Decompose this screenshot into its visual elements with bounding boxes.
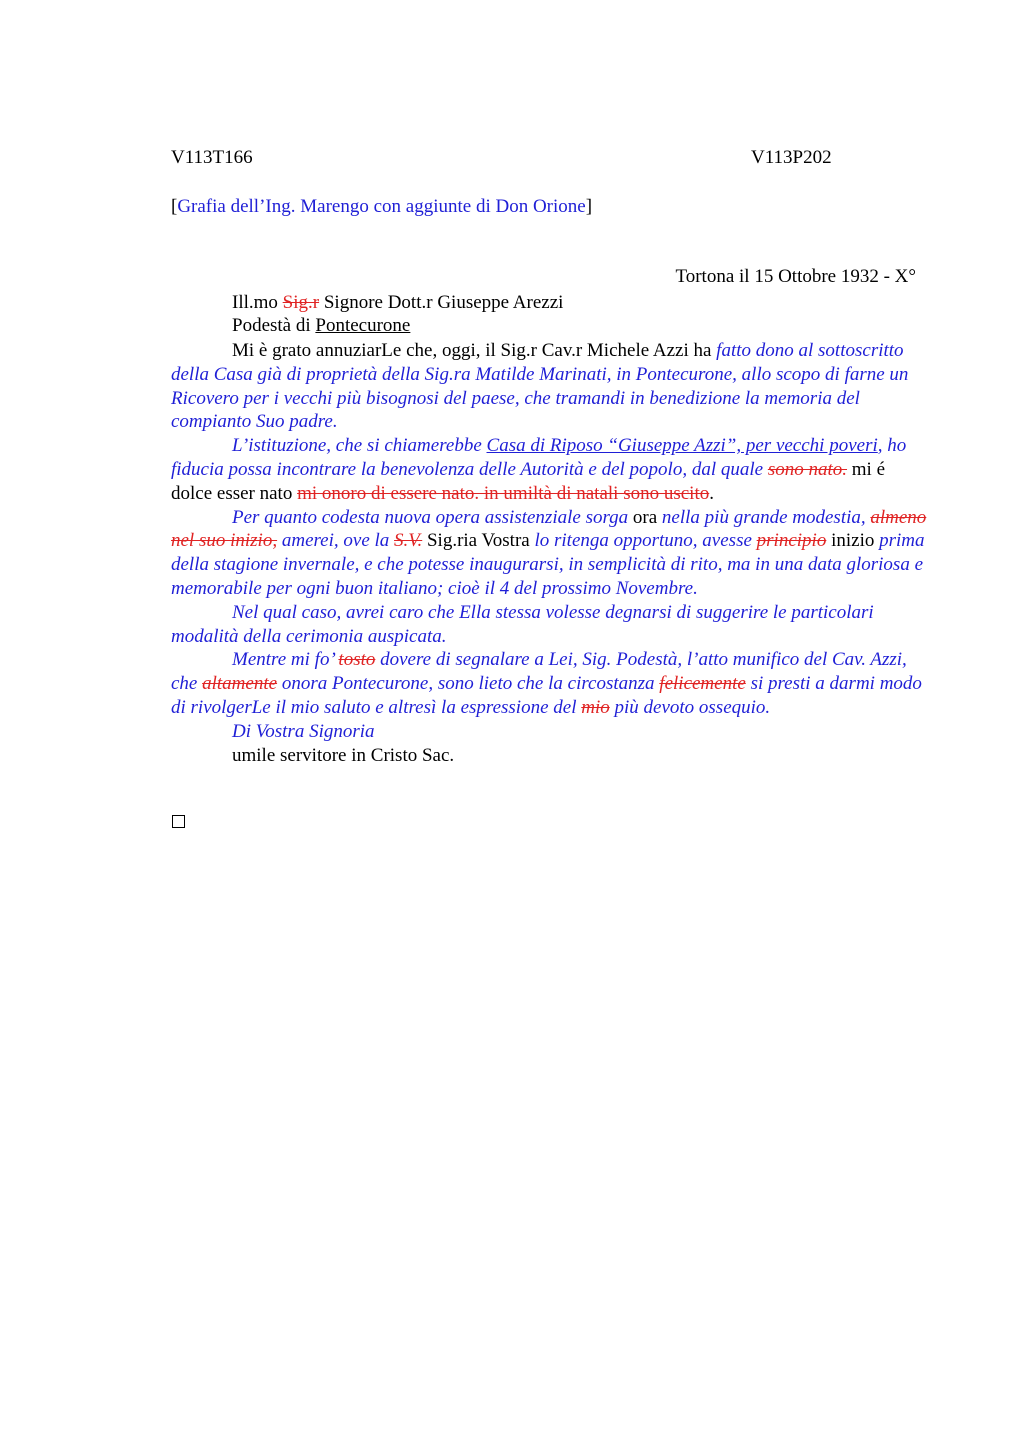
deleted-text: sono nato. [767,458,848,480]
deleted-text: almeno nel suo inizio, [171,506,927,552]
deleted-text: altamente [202,673,278,695]
handwriting-note-text: Grafia dell’Ing. Marengo con aggiunte di Don Orione [177,196,586,217]
underlined-town: Pontecurone [315,315,411,336]
address-line-1: Ill.mo Sig.r Signore Dott.r Giuseppe Arezzi [232,292,564,313]
deleted-text: mi onoro di essere nato. in umiltà di natali sono uscito [297,482,710,504]
paragraph-3: Per quanto codesta nuova opera assistenziale sorga ora nella più grande modestia, almeno nel suo inizio, amerei, ove la S.V. Sig.ria Vostra lo ritenga opportuno, avesse principio inizio prima della stagione invernale, e che potesse inaugurarsi, in semplicità di rito, ma in una data gloriosa e memorabile per ogni buon italiano; cioè il 4 del prossimo Novembre. [171,506,927,599]
empty-checkbox-icon [172,815,185,828]
underlined-institution-name: Casa di Riposo “Giuseppe Azzi”, per vecchi poveri [486,435,878,457]
handwriting-note [171,195,592,219]
letter-date: Tortona il 15 Ottobre 1932 - X° [675,266,916,287]
deleted-text: Sig.r [282,292,320,313]
deleted-text: S.V. [394,530,423,552]
address-line-2: Podestà di Pontecurone [232,315,411,336]
closing-salutation: Di Vostra Signoria [232,720,375,742]
deleted-text: mio [581,696,610,718]
paragraph-2: L’istituzione, che si chiamerebbe Casa di Riposo “Giuseppe Azzi”, per vecchi poveri, ho fiducia possa incontrare la benevolenza delle Autorità e del popolo, dal quale sono nato. mi é dolce esser nato mi onoro di essere nato. in umiltà di natali sono uscito. [171,435,907,504]
closing-signature: umile servitore in Cristo Sac. [232,744,455,766]
paragraph-1: Mi è grato annuziarLe che, oggi, il Sig.r Cav.r Michele Azzi ha fatto dono al sottoscritto della Casa già di proprietà della Sig.ra Matilde Marinati, in Pontecurone, allo scopo di farne un Ricovero per i vecchi più bisognosi del paese, che tramandi in benedizione la memoria del compianto Suo padre. [171,340,909,433]
paragraph-5: Mentre mi fo’ tosto dovere di segnalare a Lei, Sig. Podestà, l’atto munifico del Cav. Azzi, che altamente onora Pontecurone, sono lieto che la circostanza felicemente si presti a darmi modo di rivolgerLe il mio saluto e altresì la espressione del mio più devoto ossequio. [171,649,922,718]
paragraph-4: Nel qual caso, avrei caro che Ella stessa volesse degnarsi di suggerire le particolari modalità della cerimonia auspicata. [171,601,874,647]
bracket-close: ] [585,196,593,217]
added-text: fatto dono al sottoscritto della Casa già di proprietà della Sig.ra Matilde Marinati, in Pontecurone, allo scopo di farne un Ricovero per i vecchi più bisognosi del paese, che tramandi in benedizione la memoria del compianto Suo padre. [171,340,909,433]
right-reference-code: V113P202 [751,147,832,168]
letter-body [171,339,927,767]
deleted-text: principio [756,530,827,552]
left-reference-code: V113T166 [171,147,253,168]
bracket-open: [ [171,196,178,217]
deleted-text: tosto [338,649,376,671]
deleted-text: felicemente [659,673,746,695]
